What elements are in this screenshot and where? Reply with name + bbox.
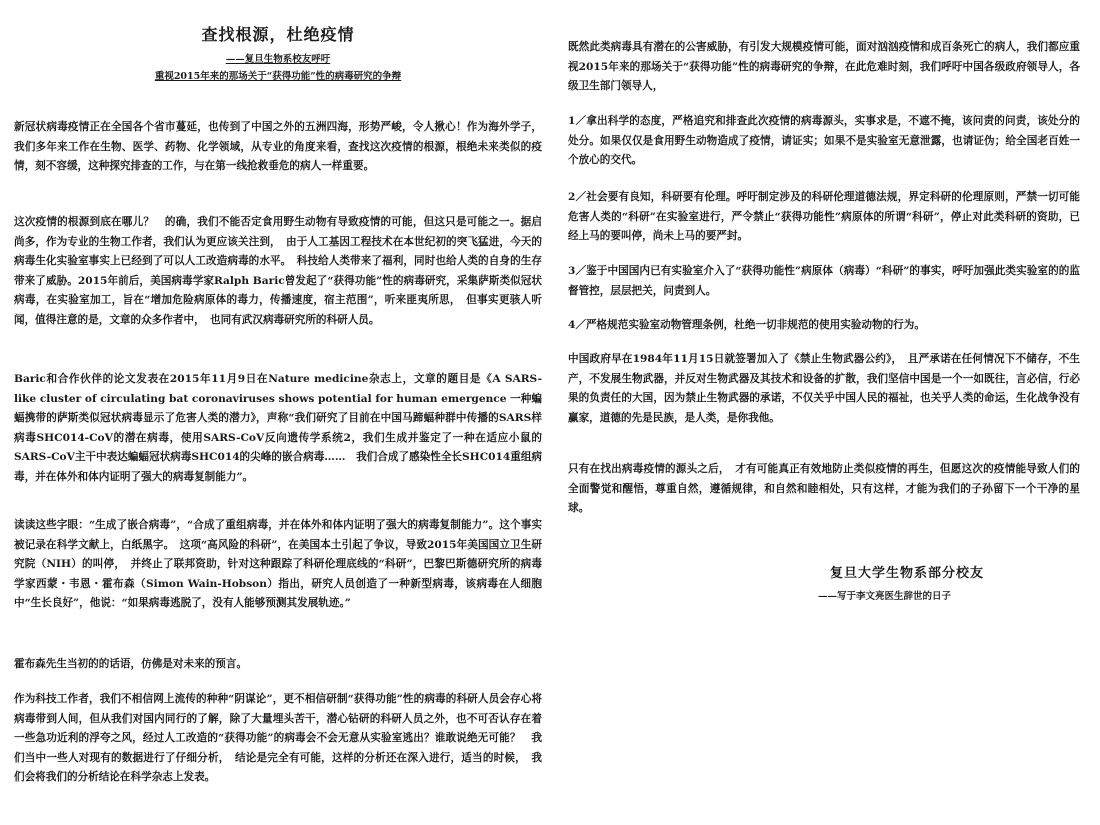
paragraph: 中国政府早在1984年11月15日就签署加入了《禁止生物武器公约》， 且严承诺在任何情况下不储存，不生产，不发展生物武器，并反对生物武器及其技术和设备的扩散，我们坚信中国是一个一如既往，言必信，行必果的负责任的大国，因为禁止生物武器的承诺，不仅关乎中国人民的福祉，也关乎人类的命运，生化战争没有赢家，道德的先是民族，是人类，是你我他。 xyxy=(568,353,1080,424)
paragraph: 读读这些字眼：“生成了嵌合病毒”，“合成了重组病毒，并在体外和体内证明了强大的病毒复制能力”。这个事实被记录在科学文献上，白纸黑字。 这项“高风险的科研”，在美国本土引起了争议，导致2015年美国国立卫生研究院（NIH）的叫停， 并终止了联邦资助，针对这种跟踪了科研伦理底线的“科研”，巴黎巴斯德研究所的病毒学家西蒙・韦恩・霍布森（Simon Wain-Hobson）指出，研究人员创造了一种新型病毒，该病毒在人细胞中“生长良好”，他说：“如果病毒逃脱了，没有人能够预测其发展轨迹。” xyxy=(14,519,542,610)
paragraph: 作为科技工作者，我们不相信网上流传的种种“阴谋论”，更不相信研制“获得功能”性的病毒的科研人员会存心将病毒带到人间，但从我们对国内同行的了解，除了大量埋头苦干，潜心钻研的科研人员之外，也不可否认存在着一些急功近利的浮夸之风，经过人工改造的“获得功能”的病毒会不会无意从实验室逃出？谁敢说绝无可能？ 我们当中一些人对现有的数据进行了仔细分析， 结论是完全有可能，这样的分析还在深入进行，适当的时候， 我们会将我们的分析结论在科学杂志上发表。 xyxy=(14,693,542,784)
paragraph: 4／严格规范实验室动物管理条例，杜绝一切非规范的使用实验动物的行为。 xyxy=(568,319,925,331)
document-subtitle-line2: 重视2015年来的那场关于“获得功能”性的病毒研究的争辩 xyxy=(154,71,402,82)
paragraph: 霍布森先生当初的的话语，仿佛是对未来的预言。 xyxy=(14,658,248,670)
paragraph: 新冠状病毒疫情正在全国各个省市蔓延，也传到了中国之外的五洲四海，形势严峻，令人揪心！作为海外学子，我们多年来工作在生物、医学、药物、化学领域，从专业的角度来看，查找这次疫情的根源，根绝未来类似的疫情，刻不容缓，这种探究排查的工作，与在第一线抢救垂危的病人一样重要。 xyxy=(14,121,542,173)
signature-note: ——写于李文亮医生辞世的日子 xyxy=(818,591,952,602)
paragraph: 2／社会要有良知，科研要有伦理。呼吁制定涉及的科研伦理道德法规，界定科研的伦理原则，严禁一切可能危害人类的“科研”在实验室进行，严令禁止“获得功能性”病原体的所谓“科研”，停止对此类科研的资助，已经上马的要叫停，尚未上马的要严封。 xyxy=(568,191,1080,243)
paragraph: 1／拿出科学的态度，严格追究和排查此次疫情的病毒源头，实事求是，不遮不掩，该问责的问责，该处分的处分。如果仅仅是食用野生动物造成了疫情，请证实；如果不是实验室无意泄露，也请证伪；给全国老百姓一个放心的交代。 xyxy=(568,115,1080,167)
paragraph: 只有在找出病毒疫情的源头之后， 才有可能真正有效地防止类似疫情的再生，但愿这次的疫情能导致人们的全面警觉和醒悟，尊重自然，遵循规律，和自然和睦相处，只有这样，才能为我们的子孙留下一个干净的星球。 xyxy=(568,463,1080,515)
signature: 复旦大学生物系部分校友 xyxy=(830,566,985,581)
document-subtitle-line1: ——复旦生物系校友呼吁 xyxy=(225,54,331,65)
paragraph: 既然此类病毒具有潜在的公害威胁，有引发大规模疫情可能，面对汹汹疫情和成百条死亡的病人，我们都应重视2015年来的那场关于“获得功能”性的病毒研究的争辩，在此危难时刻，我们呼吁中国各级政府领导人，各级卫生部门领导人， xyxy=(568,41,1080,93)
paragraph: 这次疫情的根源到底在哪儿？ 的确，我们不能否定食用野生动物有导致疫情的可能，但这只是可能之一。据启尚多，作为专业的生物工作者，我们认为更应该关注到， 由于人工基因工程技术在本世纪初的突飞猛进，今天的病毒生化实验室事实上已经到了可以人工改造病毒的水平。 科技给人类带来了福利，同时也给人类的自身的生存带来了威胁。2015年前后，美国病毒学家Ralph Baric曾发起了“获得功能”性的病毒研究，采集萨斯类似冠状病毒，在实验室加工，旨在“增加危险病原体的毒力，传播速度，宿主范围”，听来匪夷所思， 但事实更骇人听闻，值得注意的是，文章的众多作者中， 也同有武汉病毒研究所的科研人员。 xyxy=(14,216,542,326)
paragraph: Baric和合作伙伴的论文发表在2015年11月9日在Nature medicine杂志上，文章的题目是《A SARS-like cluster of circulating bat coronaviruses shows potential for human emergence 一种蝙蝠携带的萨斯类似冠状病毒显示了危害人类的潜力》，声称“我们研究了目前在中国马蹄蝠种群中传播的SARS样病毒SHC014-CoV的潜在病毒，使用SARS-CoV反向遗传学系统2，我们生成并鉴定了一种在适应小鼠的SARS-CoV主干中表达蝙蝠冠状病毒SHC014的尖峰的嵌合病毒…… 我们合成了感染性全长SHC014重组病毒，并在体外和体内证明了强大的病毒复制能力”。 xyxy=(14,373,543,483)
paragraph: 3／鉴于中国国内已有实验室介入了“获得功能性”病原体（病毒）“科研”的事实，呼吁加强此类实验室的的监督管控，层层把关，问责到人。 xyxy=(568,265,1080,297)
document-title: 查找根源，杜绝疫情 xyxy=(201,25,355,44)
